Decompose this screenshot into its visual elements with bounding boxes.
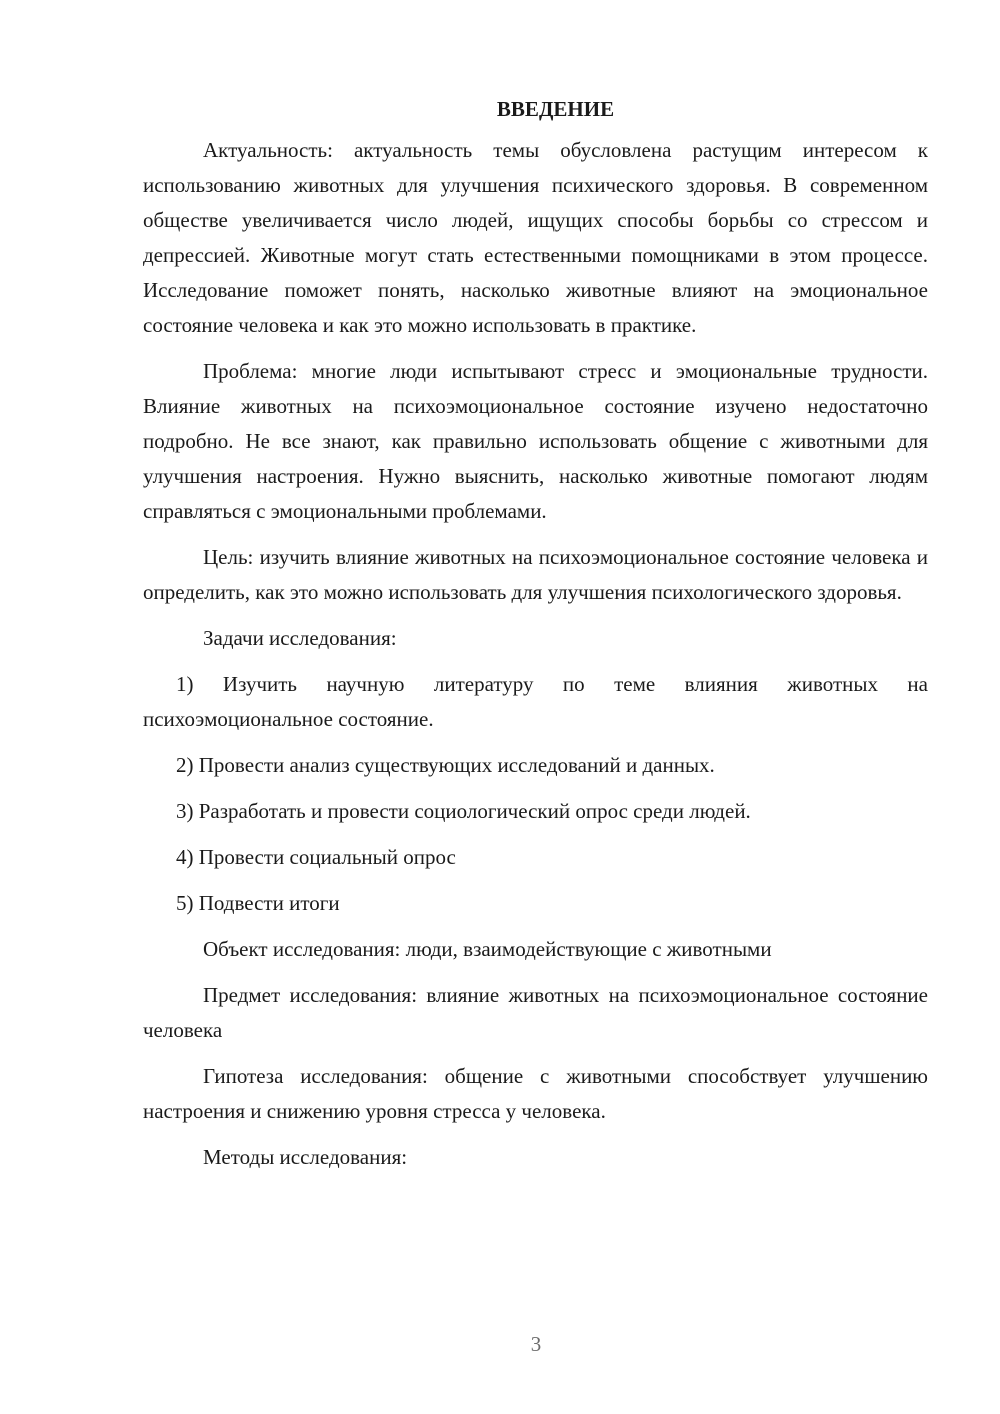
task-item: 3) Разработать и провести социологический опрос среди людей.: [176, 799, 751, 823]
section-title: ВВЕДЕНИЕ: [496, 97, 615, 121]
methods-heading: Методы исследования:: [203, 1145, 408, 1169]
paragraph-relevance: Актуальность: актуальность темы обусловлена растущим интересом к использованию животных для улучшения психического здоровья. В современном обществе увеличивается число людей, ищущих способы борьбы со стрессом и депрессией. Животные могут стать естественными помощниками в этом процессе. Исследование поможет понять, насколько животные влияют на эмоциональное состояние человека и как это можно использовать в практике.: [143, 138, 928, 337]
task-item: 1) Изучить научную литературу по теме влияния животных на психоэмоциональное состояние.: [143, 672, 928, 731]
paragraph-object: Объект исследования: люди, взаимодействующие с животными: [203, 937, 772, 961]
page-number: 3: [530, 1332, 542, 1356]
paragraph-problem: Проблема: многие люди испытывают стресс и эмоциональные трудности. Влияние животных на психоэмоциональное состояние изучено недостаточно подробно. Не все знают, как правильно использовать общение с животными для улучшения настроения. Нужно выяснить, насколько животные помогают людям справляться с эмоциональными проблемами.: [143, 359, 928, 523]
task-item: 5) Подвести итоги: [176, 891, 340, 915]
paragraph-goal: Цель: изучить влияние животных на психоэмоциональное состояние человека и определить, как это можно использовать для улучшения психологического здоровья.: [143, 545, 928, 604]
tasks-heading: Задачи исследования:: [203, 626, 397, 650]
task-item: 2) Провести анализ существующих исследований и данных.: [176, 753, 715, 777]
paragraph-subject: Предмет исследования: влияние животных на психоэмоциональное состояние человека: [143, 983, 928, 1042]
paragraph-hypothesis: Гипотеза исследования: общение с животными способствует улучшению настроения и снижению уровня стресса у человека.: [143, 1064, 928, 1123]
task-item: 4) Провести социальный опрос: [176, 845, 456, 869]
document-page: [143, 92, 928, 1186]
